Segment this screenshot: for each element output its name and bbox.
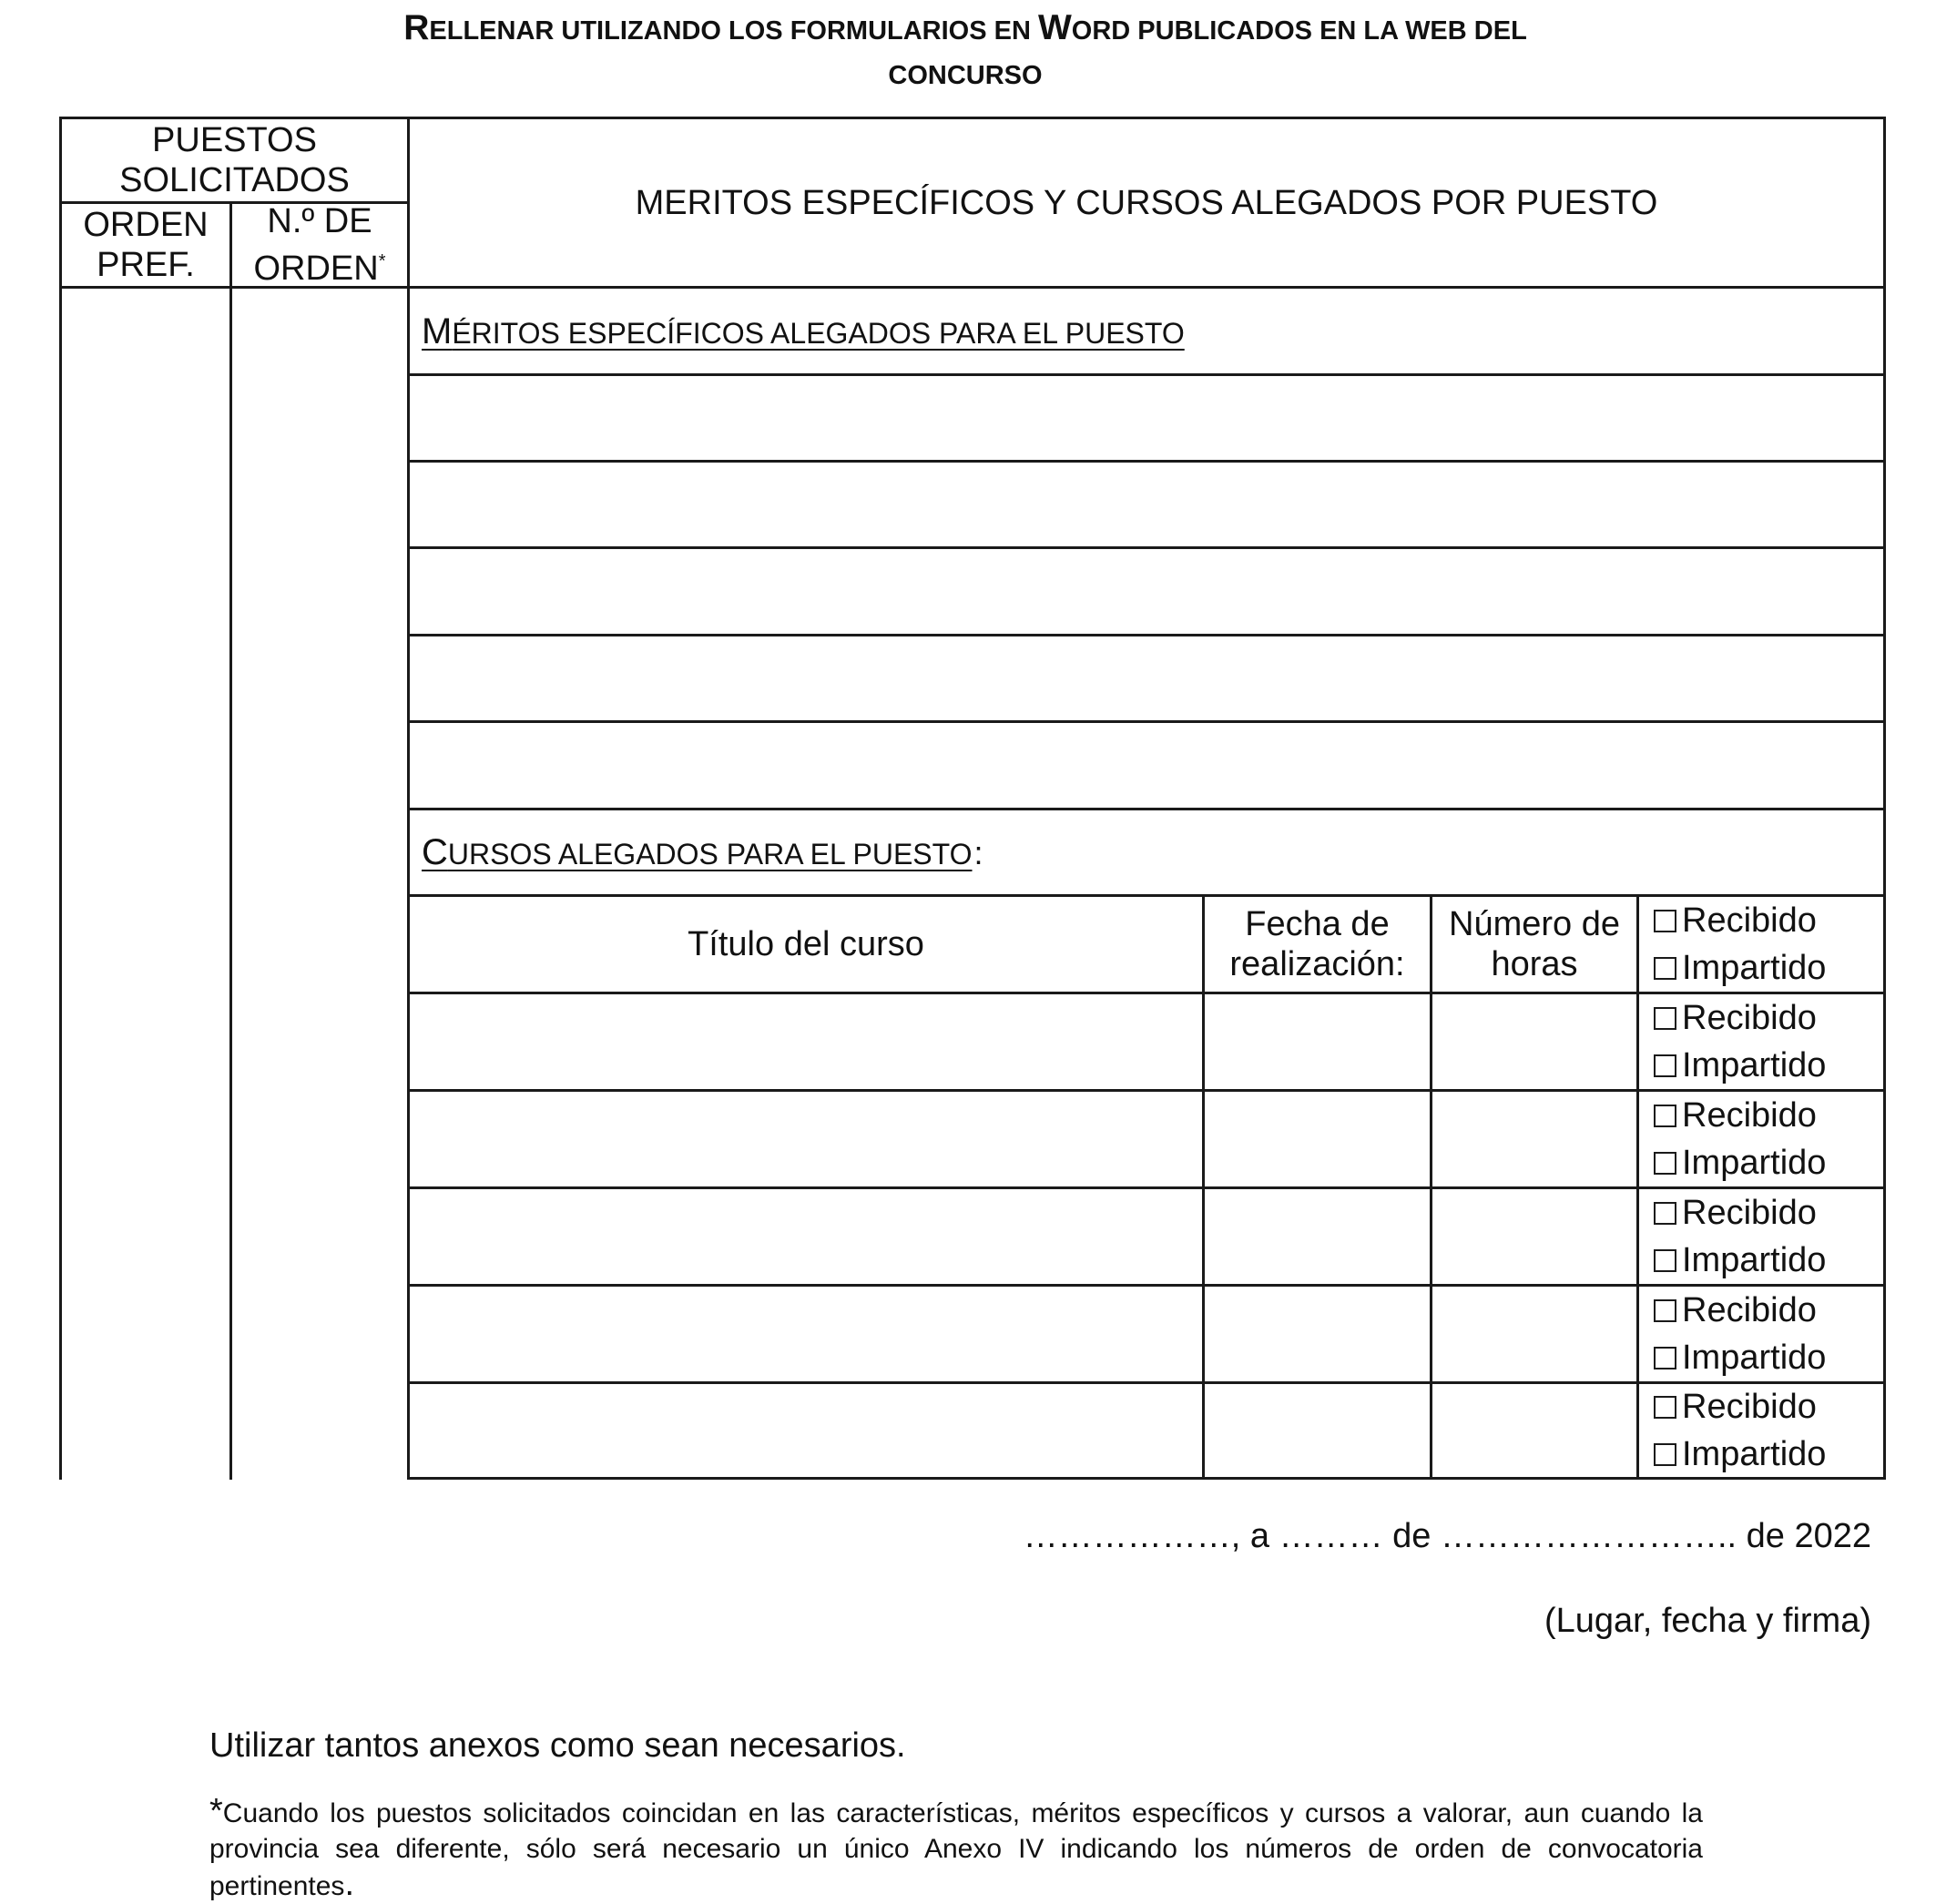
curso-horas-field[interactable] bbox=[1432, 1189, 1636, 1284]
recibido-checkbox[interactable] bbox=[1654, 910, 1676, 932]
meritos-row-line bbox=[407, 808, 1886, 810]
merito-entry-field[interactable] bbox=[410, 463, 1883, 546]
impartido-checkbox[interactable] bbox=[1654, 1443, 1676, 1466]
tipo-curso-options: Recibido Impartido bbox=[1654, 897, 1872, 992]
recibido-checkbox[interactable] bbox=[1654, 1202, 1676, 1225]
curso-horas-field[interactable] bbox=[1432, 1287, 1636, 1381]
impartido-checkbox[interactable] bbox=[1654, 1347, 1676, 1369]
place-date-line[interactable]: ………………, a ……… de …………………….. de 2022 bbox=[1023, 1517, 1871, 1555]
recibido-checkbox[interactable] bbox=[1654, 1007, 1676, 1030]
orden-pref-field[interactable] bbox=[62, 289, 229, 1480]
merito-entry-field[interactable] bbox=[410, 723, 1883, 808]
orden-pref-header: ORDEN PREF. bbox=[83, 206, 209, 284]
title-line-2: CONCURSO bbox=[888, 61, 1043, 90]
numero-horas-header: Número de horas bbox=[1449, 905, 1620, 983]
numero-orden-header: N.º DE ORDEN* bbox=[253, 202, 386, 288]
table-right-border bbox=[1883, 117, 1886, 1480]
curso-fecha-field[interactable] bbox=[1205, 1092, 1430, 1186]
curso-titulo-field[interactable] bbox=[410, 994, 1202, 1089]
curso-horas-field[interactable] bbox=[1432, 994, 1636, 1089]
tipo-curso-options: Recibido Impartido bbox=[1654, 1287, 1872, 1381]
curso-titulo-field[interactable] bbox=[410, 1384, 1202, 1477]
meritos-section-label: MÉRITOS ESPECÍFICOS ALEGADOS PARA EL PUESTO bbox=[422, 311, 1185, 351]
curso-fecha-field[interactable] bbox=[1205, 1189, 1430, 1284]
numero-orden-field[interactable] bbox=[232, 289, 407, 1480]
tipo-curso-options: Recibido Impartido bbox=[1654, 1092, 1872, 1186]
curso-titulo-field[interactable] bbox=[410, 1189, 1202, 1284]
impartido-checkbox[interactable] bbox=[1654, 1152, 1676, 1175]
fecha-realizacion-header: Fecha de realización: bbox=[1229, 905, 1405, 983]
curso-horas-field[interactable] bbox=[1432, 1092, 1636, 1186]
meritos-main-heading: MERITOS ESPECÍFICOS Y CURSOS ALEGADOS POR PUESTO bbox=[635, 183, 1658, 222]
curso-fecha-field[interactable] bbox=[1205, 1287, 1430, 1381]
merito-entry-field[interactable] bbox=[410, 549, 1883, 634]
column-divider-tipo bbox=[1636, 894, 1639, 1480]
tipo-curso-options: Recibido Impartido bbox=[1654, 994, 1872, 1089]
recibido-checkbox[interactable] bbox=[1654, 1396, 1676, 1419]
page-title bbox=[55, 5, 1876, 98]
tipo-curso-options: Recibido Impartido bbox=[1654, 1383, 1872, 1478]
signature-caption: (Lugar, fecha y firma) bbox=[1544, 1602, 1871, 1640]
anexos-note: Utilizar tantos anexos como sean necesarios. bbox=[209, 1726, 906, 1765]
merito-entry-field[interactable] bbox=[410, 376, 1883, 460]
tipo-curso-options: Recibido Impartido bbox=[1654, 1189, 1872, 1284]
curso-titulo-field[interactable] bbox=[410, 1092, 1202, 1186]
cursos-section-label: CURSOS ALEGADOS PARA EL PUESTO: bbox=[422, 832, 983, 872]
footnote: *Cuando los puestos solicitados coincidan en las características, méritos específicos y cursos a valorar, aun cuando la provincia sea diferente, sólo será necesario un único Anexo IV indicando los números de orden de convocatoria pertinentes. bbox=[209, 1792, 1703, 1903]
curso-titulo-field[interactable] bbox=[410, 1287, 1202, 1381]
recibido-checkbox[interactable] bbox=[1654, 1105, 1676, 1127]
curso-horas-field[interactable] bbox=[1432, 1384, 1636, 1477]
puestos-solicitados-header: PUESTOS SOLICITADOS bbox=[119, 121, 350, 199]
curso-fecha-field[interactable] bbox=[1205, 1384, 1430, 1477]
impartido-checkbox[interactable] bbox=[1654, 1249, 1676, 1272]
title-line-1: RELLENAR UTILIZANDO LOS FORMULARIOS EN WORD PUBLICADOS EN LA WEB DEL bbox=[403, 8, 1527, 47]
curso-fecha-field[interactable] bbox=[1205, 994, 1430, 1089]
merito-entry-field[interactable] bbox=[410, 636, 1883, 720]
titulo-curso-header: Título del curso bbox=[688, 925, 924, 963]
impartido-checkbox[interactable] bbox=[1654, 1054, 1676, 1077]
recibido-checkbox[interactable] bbox=[1654, 1299, 1676, 1322]
footnote-marker: * bbox=[378, 251, 386, 271]
impartido-checkbox[interactable] bbox=[1654, 957, 1676, 980]
